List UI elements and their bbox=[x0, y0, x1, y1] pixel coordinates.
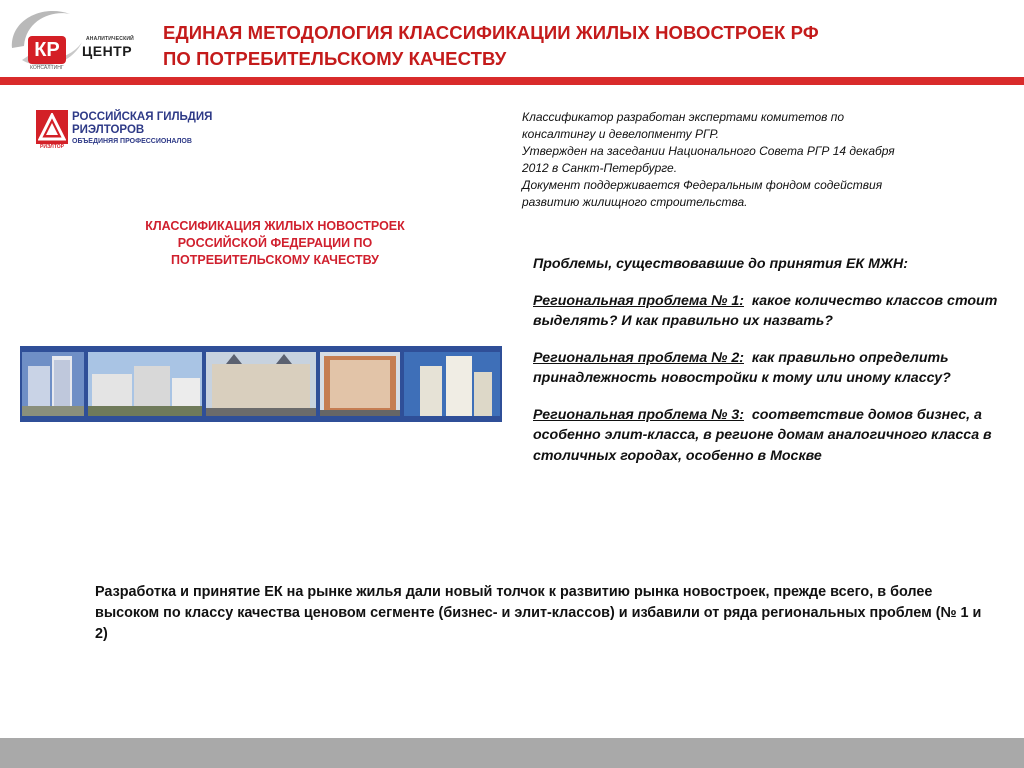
problem-item-2 bbox=[533, 348, 1003, 389]
problems-heading: Проблемы, существовавшие до принятия ЕК МЖН: bbox=[533, 256, 909, 272]
guild-mark bbox=[36, 110, 68, 144]
guild-name-line2: РИЭЛТОРОВ bbox=[72, 124, 145, 136]
problem-label: Региональная проблема № 2: bbox=[533, 349, 744, 366]
info-line: Утвержден на заседании Национального Совета РГР 14 декабря bbox=[522, 144, 895, 158]
guild-mark-text: РИЭЛТОР bbox=[40, 144, 64, 150]
logo-sub-text: КОНСАЛТИНГ bbox=[30, 65, 64, 71]
page-title-line1: ЕДИНАЯ МЕТОДОЛОГИЯ КЛАССИФИКАЦИИ ЖИЛЫХ НОВОСТРОЕК РФ bbox=[163, 22, 819, 43]
problem-text: как правильно определить принадлежность новостройки к тому или иному классу? bbox=[533, 349, 951, 386]
footer-bar bbox=[0, 738, 1024, 768]
problem-label: Региональная проблема № 3: bbox=[533, 406, 744, 423]
document-cover-title-line3: ПОТРЕБИТЕЛЬСКОМУ КАЧЕСТВУ bbox=[171, 253, 379, 267]
classifier-info bbox=[522, 109, 982, 211]
page-title-line2: ПО ПОТРЕБИТЕЛЬСКОМУ КАЧЕСТВУ bbox=[163, 48, 507, 69]
info-line: развитию жилищного строительства. bbox=[522, 195, 748, 209]
problem-text: соответствие домов бизнес, а особенно элит-класса, в регионе домам аналогичного класса в столичных городах, особенно в Москве bbox=[533, 406, 992, 464]
info-line: Документ поддерживается Федеральным фондом содействия bbox=[522, 178, 883, 192]
buildings-photo-strip bbox=[20, 346, 502, 422]
info-line: 2012 в Санкт-Петербурге. bbox=[522, 161, 678, 175]
document-cover-title bbox=[130, 218, 420, 269]
guild-triangle-icon bbox=[38, 113, 66, 141]
guild-logo bbox=[36, 110, 236, 154]
building-photo bbox=[320, 352, 400, 416]
guild-name-line1: РОССИЙСКАЯ ГИЛЬДИЯ bbox=[72, 111, 213, 123]
problem-text: какое количество классов стоит выделять? И как правильно их назвать? bbox=[533, 292, 998, 329]
problem-label: Региональная проблема № 1: bbox=[533, 292, 744, 309]
logo-name: ЦЕНТР bbox=[82, 43, 133, 59]
logo-mark: КР bbox=[28, 36, 66, 64]
building-photo bbox=[206, 352, 316, 416]
building-photo bbox=[22, 352, 84, 416]
logo-small-text: АНАЛИТИЧЕСКИЙ bbox=[86, 36, 134, 42]
building-photo bbox=[88, 352, 202, 416]
problems-section bbox=[533, 254, 1003, 482]
problem-item-3 bbox=[533, 405, 1003, 467]
company-logo bbox=[2, 2, 142, 74]
problem-item-1 bbox=[533, 291, 1003, 332]
info-line: консалтингу и девелопменту РГР. bbox=[522, 127, 719, 141]
document-cover-title-line1: КЛАССИФИКАЦИЯ ЖИЛЫХ НОВОСТРОЕК bbox=[145, 219, 405, 233]
building-photo bbox=[404, 352, 500, 416]
header-divider bbox=[0, 77, 1024, 85]
info-line: Классификатор разработан экспертами комитетов по bbox=[522, 110, 845, 124]
document-cover-title-line2: РОССИЙСКОЙ ФЕДЕРАЦИИ ПО bbox=[177, 236, 373, 250]
page-title bbox=[163, 20, 923, 72]
conclusion-text: Разработка и принятие ЕК на рынке жилья дали новый толчок к развитию рынка новостроек, прежде всего, в более высоком по классу качества ценовом сегменте (бизнес- и элит-классов) и избавили от ряда региональных проблем (№ 1 и 2) bbox=[95, 584, 982, 642]
guild-name-line3: ОБЪЕДИНЯЯ ПРОФЕССИОНАЛОВ bbox=[72, 138, 192, 145]
